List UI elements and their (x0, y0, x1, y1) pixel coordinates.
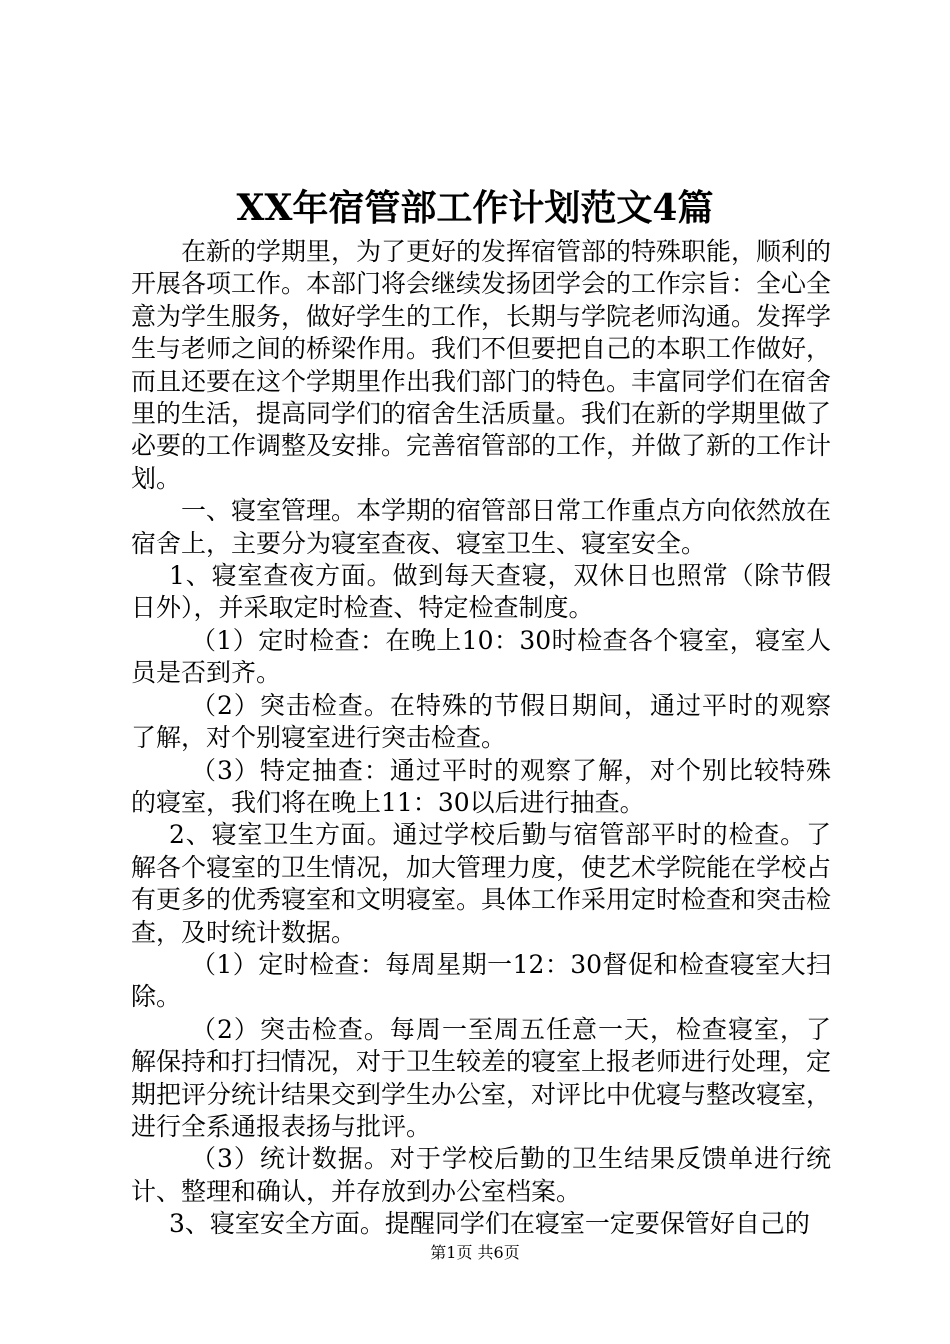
paragraph-subitem-1-1: （1）定时检查：在晚上10：30时检查各个寝室，寝室人员是否到齐。 (131, 625, 831, 688)
paragraph-subitem-1-3: （3）特定抽查：通过平时的观察了解，对个别比较特殊的寝室，我们将在晚上11：30以后进行抽查。 (131, 755, 831, 817)
paragraph-subitem-2-1: （1）定时检查：每周星期一12：30督促和检查寝室大扫除。 (131, 949, 831, 1012)
page-footer: 第1页 共6页 (430, 1243, 520, 1262)
page-title: XX年宿管部工作计划范文4篇 (236, 187, 714, 229)
paragraph-section-1: 一、寝室管理。本学期的宿管部日常工作重点方向依然放在宿舍上，主要分为寝室查夜、寝室卫生、寝室安全。 (131, 496, 832, 558)
paragraph-subitem-2-2: （2）突击检查。每周一至周五任意一天，检查寝室，了解保持和打扫情况，对于卫生较差的寝室上报老师进行处理，定期把评分统计结果交到学生办公室，对评比中优寝与整改寝室，进行全系通报表扬与批评。 (131, 1014, 832, 1141)
paragraph-item-3: 3、寝室安全方面。提醒同学们在寝室一定要保管好自己的 (169, 1209, 810, 1239)
paragraph-item-1: 1、寝室查夜方面。做到每天查寝，双休日也照常（除节假日外），并采取定时检查、特定检查制度。 (131, 561, 831, 623)
paragraph-item-2: 2、寝室卫生方面。通过学校后勤与宿管部平时的检查。了解各个寝室的卫生情况，加大管理力度，使艺术学院能在学校占有更多的优秀寝室和文明寝室。具体工作采用定时检查和突击检查，及时统计数据。 (131, 820, 832, 947)
paragraph-subitem-1-2: （2）突击检查。在特殊的节假日期间，通过平时的观察了解，对个别寝室进行突击检查。 (131, 690, 831, 753)
paragraph-intro: 在新的学期里，为了更好的发挥宿管部的特殊职能，顺利的开展各项工作。本部门将会继续发扬团学会的工作宗旨：全心全意为学生服务，做好学生的工作，长期与学院老师沟通。发挥学生与老师之间的桥梁作用。我们不但要把自己的本职工作做好，而且还要在这个学期里作出我们部门的特色。丰富同学们在宿舍里的生活，提高同学们的宿舍生活质量。我们在新的学期里做了必要的工作调整及安排。完善宿管部的工作，并做了新的工作计划。 (131, 237, 832, 493)
paragraph-subitem-2-3: （3）统计数据。对于学校后勤的卫生结果反馈单进行统计、整理和确认，并存放到办公室档案。 (131, 1144, 831, 1206)
document-body (131, 236, 831, 1241)
